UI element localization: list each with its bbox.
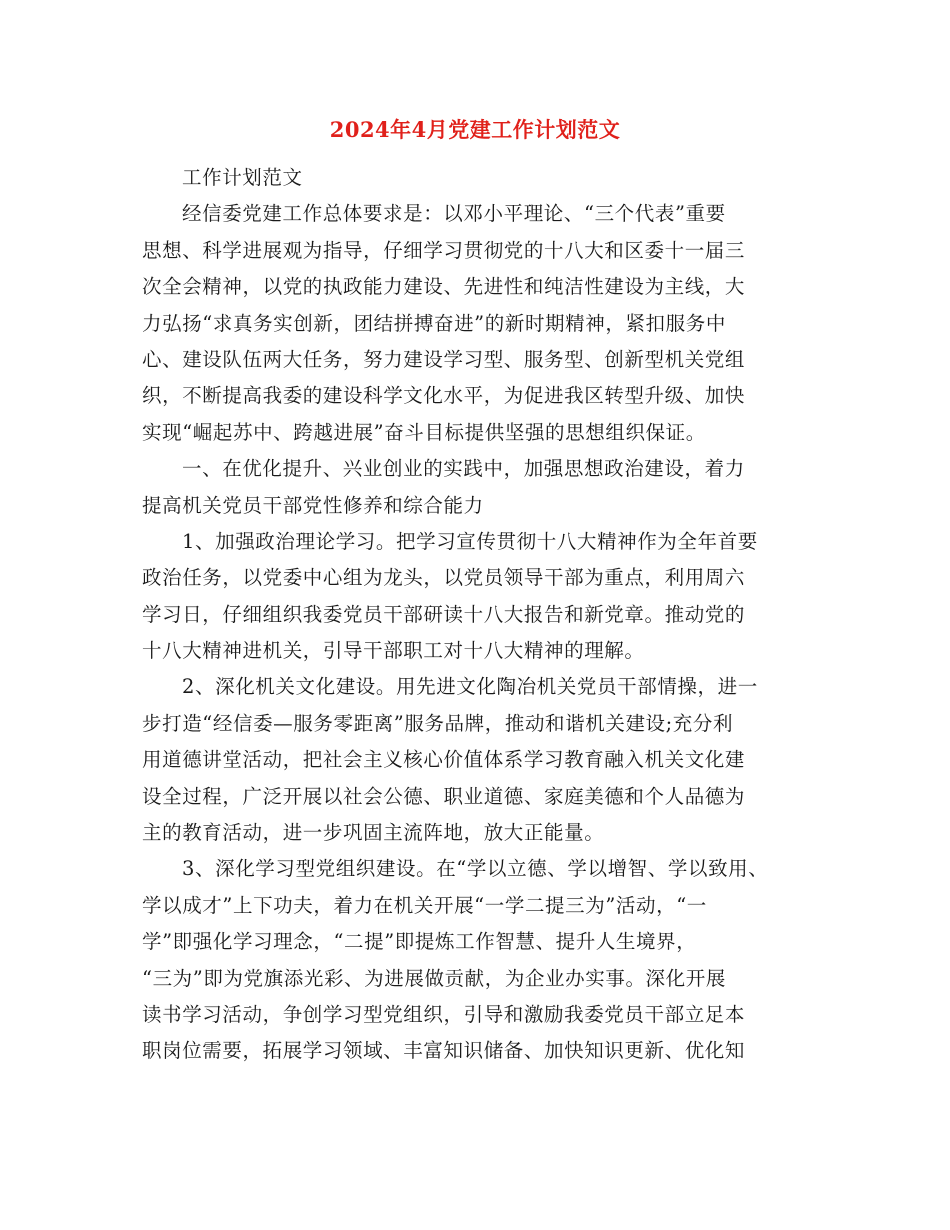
paragraph-line: 学以成才”上下功夫，着力在机关开展“一学二提三为”活动，“一 [142, 893, 707, 917]
paragraph-line: 设全过程，广泛开展以社会公德、职业道德、家庭美德和个人品德为 [142, 784, 746, 808]
paragraph-line: 十八大精神进机关，引导干部职工对十八大精神的理解。 [142, 639, 645, 663]
paragraph-line: 步打造“经信委—服务零距离”服务品牌，推动和谐机关建设;充分利 [142, 711, 734, 735]
paragraph-line: 思想、科学进展观为指导，仔细学习贯彻党的十八大和区委十一届三 [142, 238, 746, 262]
paragraph-line: 实现“崛起苏中、跨越进展”奋斗目标提供坚强的思想组织保证。 [142, 420, 706, 444]
paragraph-line: 1、加强政治理论学习。把学习宣传贯彻十八大精神作为全年首要 [182, 529, 758, 553]
paragraph-line: 力弘扬“求真务实创新，团结拼搏奋进”的新时期精神，紧扣服务中 [142, 311, 726, 335]
paragraph-line: 2、深化机关文化建设。用先进文化陶冶机关党员干部情操，进一 [182, 675, 758, 699]
paragraph-line: “三为”即为党旗添光彩、为进展做贡献，为企业办实事。深化开展 [142, 966, 726, 990]
document-body [142, 160, 808, 1070]
paragraph-line: 工作计划范文 [182, 166, 303, 189]
paragraph-line: 政治任务，以党委中心组为龙头，以党员领导干部为重点，利用周六 [142, 566, 746, 590]
document-title: 2024年4月党建工作计划范文 [329, 117, 621, 142]
paragraph-line: 经信委党建工作总体要求是：以邓小平理论、“三个代表”重要 [182, 202, 726, 226]
paragraph-line: 次全会精神，以党的执政能力建设、先进性和纯洁性建设为主线，大 [142, 275, 746, 299]
paragraph-line: 提高机关党员干部党性修养和综合能力 [142, 493, 484, 517]
paragraph-line: 织，不断提高我委的建设科学文化水平，为促进我区转型升级、加快 [142, 384, 746, 408]
paragraph-line: 学习日，仔细组织我委党员干部研读十八大报告和新党章。推动党的 [142, 602, 746, 626]
paragraph-line: 主的教育活动，进一步巩固主流阵地，放大正能量。 [142, 821, 605, 845]
paragraph-line: 3、深化学习型党组织建设。在“学以立德、学以增智、学以致用、 [182, 857, 769, 881]
paragraph-line: 学”即强化学习理念，“二提”即提炼工作智慧、提升人生境界， [142, 930, 697, 954]
paragraph-line: 一、在优化提升、兴业创业的实践中，加强思想政治建设，着力 [182, 457, 745, 481]
paragraph-line: 读书学习活动，争创学习型党组织，引导和激励我委党员干部立足本 [142, 1002, 746, 1026]
paragraph-line: 心、建设队伍两大任务，努力建设学习型、服务型、创新型机关党组 [142, 347, 746, 371]
paragraph-line: 用道德讲堂活动，把社会主义核心价值体系学习教育融入机关文化建 [142, 748, 746, 772]
paragraph-line: 职岗位需要，拓展学习领域、丰富知识储备、加快知识更新、优化知 [142, 1039, 746, 1063]
